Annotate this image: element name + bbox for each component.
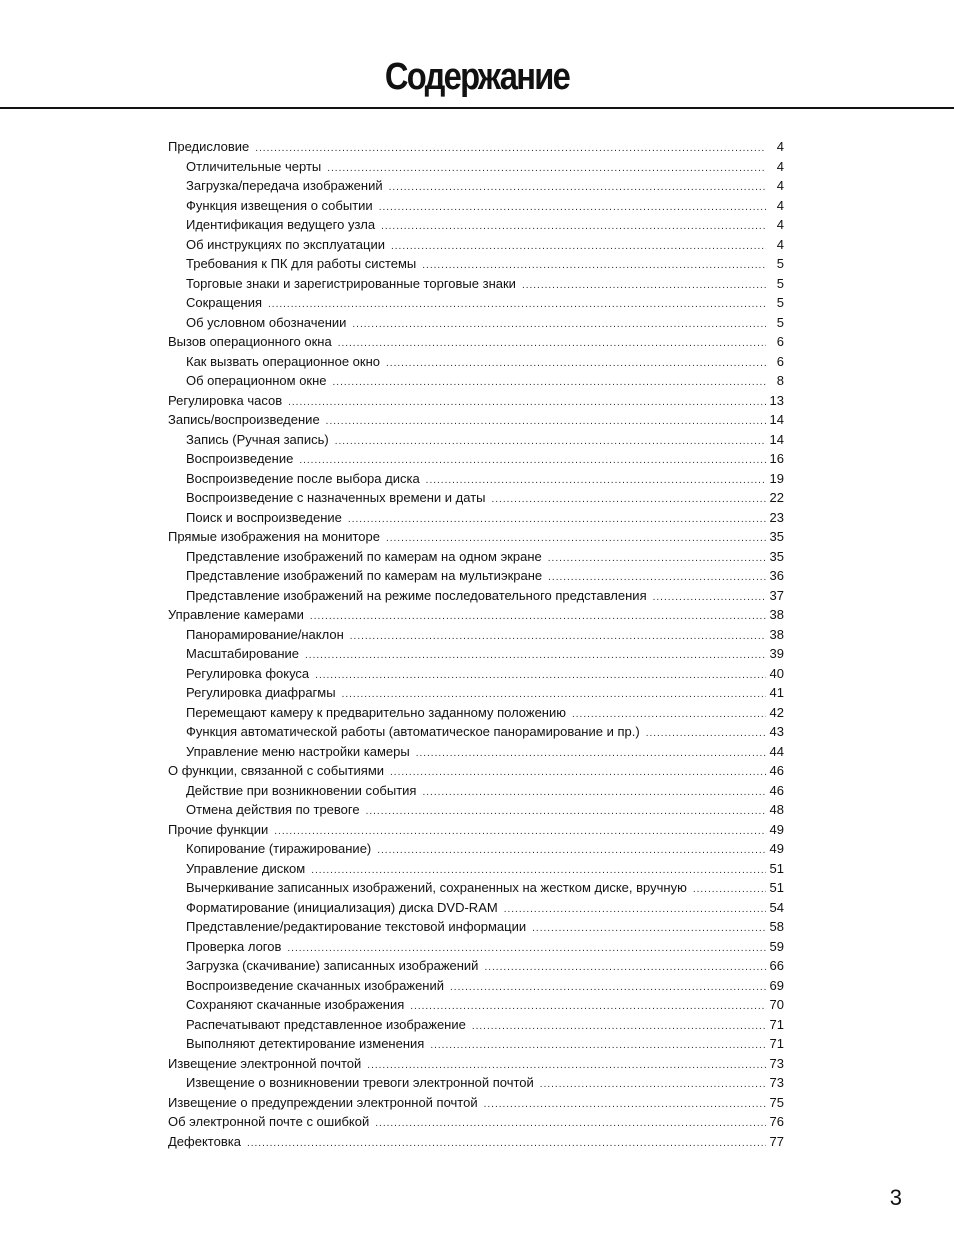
toc-entry-page-number: 14 bbox=[769, 431, 784, 447]
toc-entry-page-number: 36 bbox=[769, 568, 784, 583]
toc-dot-leader bbox=[391, 237, 766, 255]
toc-dot-leader bbox=[410, 997, 766, 1015]
toc-entry-label: Представление изображений по камерам на одном экране bbox=[186, 548, 542, 564]
toc-section-entry[interactable] bbox=[168, 1132, 784, 1152]
toc-subsection-entry[interactable] bbox=[168, 839, 784, 859]
toc-dot-leader bbox=[422, 256, 766, 274]
toc-entry-page-number: 43 bbox=[769, 724, 784, 739]
toc-dot-leader bbox=[377, 841, 766, 859]
toc-entry-page-number: 49 bbox=[769, 841, 784, 856]
toc-entry-label: Запись (Ручная запись) bbox=[186, 431, 329, 447]
toc-dot-leader bbox=[327, 159, 766, 177]
toc-entry-label: Идентификация ведущего узла bbox=[186, 217, 376, 232]
toc-entry-page-number: 71 bbox=[769, 1036, 784, 1051]
toc-subsection-entry[interactable] bbox=[168, 293, 784, 313]
toc-subsection-entry[interactable] bbox=[168, 196, 784, 216]
toc-entry-label: Извещение о предупреждении электронной почтой bbox=[168, 1094, 478, 1110]
toc-entry-label: Форматирование (инициализация) диска DVD-RAM bbox=[186, 899, 498, 915]
toc-subsection-entry[interactable] bbox=[168, 371, 784, 391]
toc-entry-label: Предисловие bbox=[168, 139, 250, 154]
toc-entry-page-number: 41 bbox=[769, 685, 784, 700]
toc-subsection-entry[interactable] bbox=[168, 625, 784, 645]
toc-dot-leader bbox=[390, 763, 766, 781]
toc-entry-label: Как вызвать операционное окно bbox=[186, 353, 381, 369]
toc-subsection-entry[interactable] bbox=[168, 547, 784, 567]
toc-entry-page-number: 39 bbox=[769, 646, 784, 661]
toc-dot-leader bbox=[338, 334, 766, 352]
toc-section-entry[interactable] bbox=[168, 820, 784, 840]
toc-entry-label: Прямые изображения на мониторе bbox=[168, 529, 380, 544]
toc-section-entry[interactable] bbox=[168, 332, 784, 352]
toc-entry-page-number: 19 bbox=[769, 470, 784, 486]
toc-entry-page-number: 4 bbox=[776, 158, 784, 174]
toc-dot-leader bbox=[255, 139, 766, 157]
toc-entry-label: Воспроизведение bbox=[186, 451, 294, 466]
toc-section-entry[interactable] bbox=[168, 410, 784, 430]
toc-subsection-entry[interactable] bbox=[168, 215, 784, 235]
toc-entry-page-number: 75 bbox=[769, 1094, 784, 1110]
toc-entry-page-number: 40 bbox=[769, 665, 784, 681]
page-title: Содержание bbox=[384, 56, 570, 98]
toc-dot-leader bbox=[548, 568, 766, 586]
toc-subsection-entry[interactable] bbox=[168, 313, 784, 333]
toc-entry-label: Вычеркивание записанных изображений, сохраненных на жестком диске, вручную bbox=[186, 880, 687, 895]
toc-entry-label: Требования к ПК для работы системы bbox=[186, 256, 417, 271]
toc-subsection-entry[interactable] bbox=[168, 781, 784, 801]
toc-subsection-entry[interactable] bbox=[168, 1073, 784, 1093]
toc-subsection-entry[interactable] bbox=[168, 722, 784, 742]
toc-dot-leader bbox=[693, 880, 766, 898]
toc-subsection-entry[interactable] bbox=[168, 430, 784, 450]
toc-entry-label: Копирование (тиражирование) bbox=[186, 841, 372, 856]
toc-dot-leader bbox=[299, 451, 766, 469]
toc-entry-page-number: 6 bbox=[776, 353, 784, 369]
toc-entry-page-number: 5 bbox=[776, 256, 784, 271]
toc-entry-label: Представление изображений по камерам на мультиэкране bbox=[186, 568, 543, 583]
toc-entry-label: О функции, связанной с событиями bbox=[168, 763, 385, 778]
toc-subsection-entry[interactable] bbox=[168, 449, 784, 469]
toc-entry-label: Воспроизведение после выбора диска bbox=[186, 470, 420, 486]
toc-entry-page-number: 49 bbox=[769, 821, 784, 837]
toc-entry-label: Отличительные черты bbox=[186, 158, 322, 174]
toc-dot-leader bbox=[315, 666, 766, 684]
toc-entry-page-number: 46 bbox=[769, 763, 784, 778]
toc-dot-leader bbox=[367, 1056, 766, 1074]
toc-entry-label: Регулировка диафрагмы bbox=[186, 685, 336, 700]
toc-entry-label: Регулировка часов bbox=[168, 392, 283, 408]
page-number: 3 bbox=[889, 1185, 902, 1210]
toc-entry-label: Регулировка фокуса bbox=[186, 665, 310, 681]
toc-entry-page-number: 23 bbox=[769, 509, 784, 525]
toc-entry-label: Панорамирование/наклон bbox=[186, 626, 344, 642]
toc-entry-page-number: 51 bbox=[769, 860, 784, 876]
toc-dot-leader bbox=[422, 783, 766, 801]
toc-entry-page-number: 46 bbox=[769, 782, 784, 798]
toc-entry-page-number: 38 bbox=[769, 607, 784, 622]
toc-entry-page-number: 42 bbox=[769, 704, 784, 720]
toc-dot-leader bbox=[386, 354, 766, 372]
toc-subsection-entry[interactable] bbox=[168, 703, 784, 723]
toc-entry-page-number: 54 bbox=[769, 899, 784, 915]
toc-entry-label: Воспроизведение с назначенных времени и даты bbox=[186, 490, 486, 505]
toc-dot-leader bbox=[532, 919, 766, 937]
toc-entry-label: Вызов операционного окна bbox=[168, 334, 332, 349]
toc-subsection-entry[interactable] bbox=[168, 683, 784, 703]
toc-dot-leader bbox=[350, 627, 766, 645]
title-divider bbox=[0, 107, 954, 109]
toc-dot-leader bbox=[352, 315, 766, 333]
toc-entry-page-number: 8 bbox=[776, 373, 784, 388]
toc-dot-leader bbox=[335, 432, 766, 450]
toc-subsection-entry[interactable] bbox=[168, 1015, 784, 1035]
toc-entry-page-number: 69 bbox=[769, 977, 784, 993]
toc-entry-page-number: 37 bbox=[769, 587, 784, 603]
toc-subsection-entry[interactable] bbox=[168, 878, 784, 898]
toc-entry-page-number: 5 bbox=[776, 314, 784, 330]
toc-entry-page-number: 44 bbox=[769, 743, 784, 759]
toc-entry-label: Поиск и воспроизведение bbox=[186, 509, 342, 525]
toc-entry-page-number: 38 bbox=[769, 626, 784, 642]
toc-entry-label: Прочие функции bbox=[168, 821, 269, 837]
toc-dot-leader bbox=[333, 373, 766, 391]
toc-dot-leader bbox=[288, 393, 766, 411]
toc-dot-leader bbox=[450, 978, 766, 996]
toc-section-entry[interactable] bbox=[168, 137, 784, 157]
toc-dot-leader bbox=[310, 607, 766, 625]
toc-dot-leader bbox=[504, 900, 766, 918]
toc-dot-leader bbox=[430, 1036, 766, 1054]
toc-dot-leader bbox=[646, 724, 766, 742]
toc-entry-page-number: 4 bbox=[776, 139, 784, 154]
toc-subsection-entry[interactable] bbox=[168, 742, 784, 762]
toc-entry-page-number: 71 bbox=[769, 1016, 784, 1032]
toc-subsection-entry[interactable] bbox=[168, 664, 784, 684]
toc-dot-leader bbox=[311, 861, 766, 879]
toc-entry-page-number: 77 bbox=[769, 1133, 784, 1149]
toc-entry-label: Управление диском bbox=[186, 860, 306, 876]
toc-entry-page-number: 59 bbox=[769, 938, 784, 954]
toc-section-entry[interactable] bbox=[168, 527, 784, 547]
toc-entry-label: Дефектовка bbox=[168, 1133, 241, 1149]
toc-subsection-entry[interactable] bbox=[168, 586, 784, 606]
toc-dot-leader bbox=[379, 198, 766, 216]
toc-entry-page-number: 73 bbox=[769, 1075, 784, 1090]
toc-entry-page-number: 48 bbox=[769, 802, 784, 817]
toc-subsection-entry[interactable] bbox=[168, 956, 784, 976]
toc-entry-label: Проверка логов bbox=[186, 938, 282, 954]
toc-section-entry[interactable] bbox=[168, 605, 784, 625]
toc-subsection-entry[interactable] bbox=[168, 235, 784, 255]
toc-entry-label: Функция извещения о событии bbox=[186, 197, 373, 213]
toc-entry-page-number: 4 bbox=[776, 217, 784, 232]
toc-section-entry[interactable] bbox=[168, 1054, 784, 1074]
toc-entry-label: Сокращения bbox=[186, 295, 263, 310]
toc-dot-leader bbox=[416, 744, 766, 762]
toc-dot-leader bbox=[268, 295, 766, 313]
toc-subsection-entry[interactable] bbox=[168, 254, 784, 274]
toc-dot-leader bbox=[522, 276, 766, 294]
toc-entry-label: Функция автоматической работы (автоматическое панорамирование и пр.) bbox=[186, 724, 640, 739]
toc-entry-label: Об электронной почте с ошибкой bbox=[168, 1114, 370, 1129]
toc-dot-leader bbox=[484, 1095, 766, 1113]
toc-dot-leader bbox=[375, 1114, 766, 1132]
toc-entry-label: Выполняют детектирование изменения bbox=[186, 1036, 425, 1051]
toc-dot-leader bbox=[247, 1134, 766, 1152]
toc-dot-leader bbox=[572, 705, 766, 723]
toc-entry-label: Управление камерами bbox=[168, 607, 304, 622]
toc-dot-leader bbox=[287, 939, 766, 957]
toc-entry-label: Загрузка/передача изображений bbox=[186, 178, 383, 193]
toc-section-entry[interactable] bbox=[168, 761, 784, 781]
toc-entry-label: Торговые знаки и зарегистрированные торговые знаки bbox=[186, 275, 516, 291]
toc-dot-leader bbox=[492, 490, 767, 508]
toc-entry-label: Загрузка (скачивание) записанных изображений bbox=[186, 958, 479, 973]
toc-entry-label: Распечатывают представленное изображение bbox=[186, 1016, 466, 1032]
toc-subsection-entry[interactable] bbox=[168, 644, 784, 664]
toc-section-entry[interactable] bbox=[168, 1112, 784, 1132]
toc-subsection-entry[interactable] bbox=[168, 157, 784, 177]
toc-entry-page-number: 35 bbox=[769, 529, 784, 544]
toc-subsection-entry[interactable] bbox=[168, 176, 784, 196]
toc-entry-page-number: 66 bbox=[769, 958, 784, 973]
toc-entry-page-number: 70 bbox=[769, 997, 784, 1012]
toc-entry-page-number: 4 bbox=[776, 236, 784, 252]
toc-entry-page-number: 51 bbox=[769, 880, 784, 895]
toc-entry-label: Извещение электронной почтой bbox=[168, 1055, 362, 1071]
toc-entry-label: Действие при возникновении события bbox=[186, 782, 417, 798]
toc-entry-label: Об операционном окне bbox=[186, 373, 327, 388]
toc-dot-leader bbox=[653, 588, 766, 606]
toc-dot-leader bbox=[389, 178, 766, 196]
toc-subsection-entry[interactable] bbox=[168, 898, 784, 918]
toc-dot-leader bbox=[548, 549, 766, 567]
toc-entry-page-number: 4 bbox=[776, 197, 784, 213]
toc-dot-leader bbox=[348, 510, 766, 528]
toc-entry-page-number: 6 bbox=[776, 334, 784, 349]
toc-subsection-entry[interactable] bbox=[168, 800, 784, 820]
toc-subsection-entry[interactable] bbox=[168, 488, 784, 508]
toc-entry-page-number: 14 bbox=[769, 412, 784, 427]
toc-subsection-entry[interactable] bbox=[168, 976, 784, 996]
toc-entry-page-number: 58 bbox=[769, 919, 784, 934]
toc-dot-leader bbox=[305, 646, 766, 664]
toc-subsection-entry[interactable] bbox=[168, 352, 784, 372]
toc-subsection-entry[interactable] bbox=[168, 917, 784, 937]
toc-subsection-entry[interactable] bbox=[168, 274, 784, 294]
toc-dot-leader bbox=[472, 1017, 766, 1035]
toc-entry-label: Представление/редактирование текстовой информации bbox=[186, 919, 527, 934]
toc-entry-label: Сохраняют скачанные изображения bbox=[186, 997, 405, 1012]
toc-entry-page-number: 4 bbox=[776, 178, 784, 193]
toc-subsection-entry[interactable] bbox=[168, 469, 784, 489]
toc-entry-label: Об инструкциях по эксплуатации bbox=[186, 236, 385, 252]
toc-section-entry[interactable] bbox=[168, 391, 784, 411]
toc-entry-label: Об условном обозначении bbox=[186, 314, 347, 330]
toc-dot-leader bbox=[386, 529, 766, 547]
toc-entry-label: Запись/воспроизведение bbox=[168, 412, 320, 427]
toc-subsection-entry[interactable] bbox=[168, 995, 784, 1015]
table-of-contents bbox=[168, 137, 784, 1151]
toc-subsection-entry[interactable] bbox=[168, 937, 784, 957]
toc-entry-label: Управление меню настройки камеры bbox=[186, 743, 410, 759]
toc-subsection-entry[interactable] bbox=[168, 859, 784, 879]
toc-entry-page-number: 35 bbox=[769, 548, 784, 564]
toc-dot-leader bbox=[426, 471, 766, 489]
toc-entry-label: Воспроизведение скачанных изображений bbox=[186, 977, 445, 993]
toc-dot-leader bbox=[540, 1075, 766, 1093]
toc-dot-leader bbox=[484, 958, 766, 976]
toc-entry-page-number: 5 bbox=[776, 275, 784, 291]
toc-entry-page-number: 76 bbox=[769, 1114, 784, 1129]
toc-subsection-entry[interactable] bbox=[168, 1034, 784, 1054]
toc-entry-page-number: 5 bbox=[776, 295, 784, 310]
toc-subsection-entry[interactable] bbox=[168, 508, 784, 528]
toc-entry-label: Извещение о возникновении тревоги электронной почтой bbox=[186, 1075, 534, 1090]
toc-entry-label: Представление изображений на режиме последовательного представления bbox=[186, 587, 647, 603]
toc-entry-label: Отмена действия по тревоге bbox=[186, 802, 360, 817]
toc-dot-leader bbox=[381, 217, 766, 235]
toc-dot-leader bbox=[274, 822, 766, 840]
toc-entry-label: Перемещают камеру к предварительно заданному положению bbox=[186, 704, 566, 720]
toc-dot-leader bbox=[342, 685, 766, 703]
toc-section-entry[interactable] bbox=[168, 1093, 784, 1113]
toc-entry-label: Масштабирование bbox=[186, 646, 300, 661]
toc-dot-leader bbox=[366, 802, 766, 820]
toc-entry-page-number: 73 bbox=[769, 1055, 784, 1071]
toc-entry-page-number: 22 bbox=[769, 490, 784, 505]
toc-dot-leader bbox=[326, 412, 766, 430]
toc-entry-page-number: 16 bbox=[769, 451, 784, 466]
toc-entry-page-number: 13 bbox=[769, 392, 784, 408]
toc-subsection-entry[interactable] bbox=[168, 566, 784, 586]
